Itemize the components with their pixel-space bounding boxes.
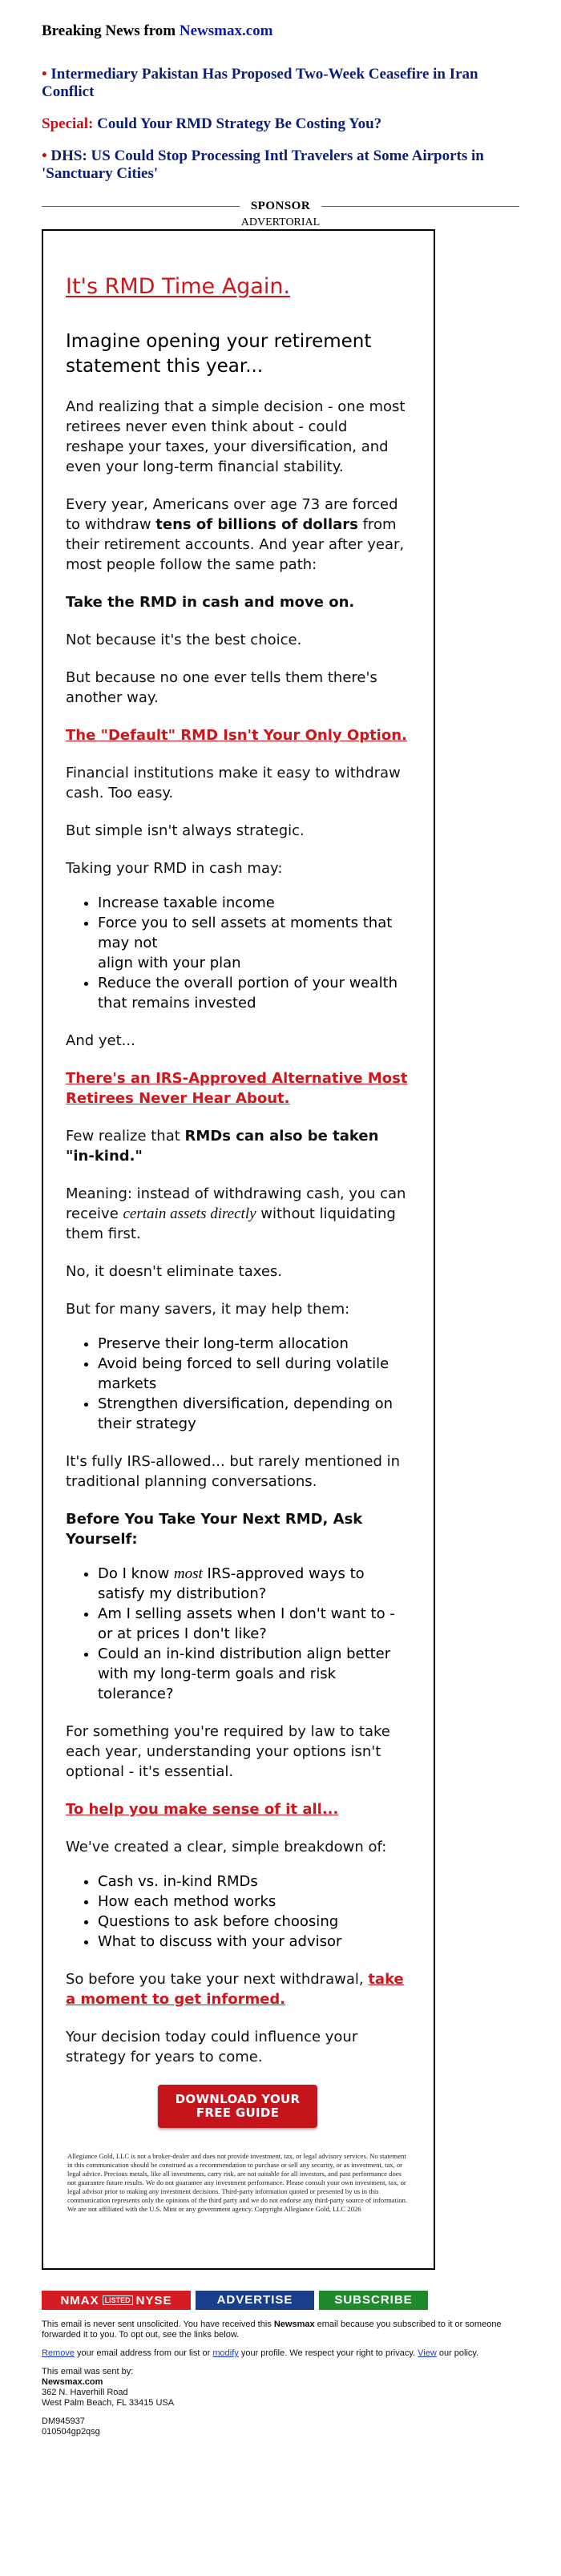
list-item: • Force you to sell assets at moments that may not align with your plan [98,913,410,973]
ad-bullet-list [66,893,410,1013]
ad-paragraph: Every year, Americans over age 73 are forced to withdraw tens of billions of dollars from their retirement accounts. And year after year, most people follow the same path: [66,496,405,573]
advertise-button[interactable]: ADVERTISE [196,2291,314,2310]
ad-red-heading-link[interactable]: The "Default" RMD Isn't Your Only Option. [66,727,407,744]
headline-bullet: • [42,66,47,83]
modify-link[interactable]: modify [212,2348,239,2358]
list-item: • What to discuss with your advisor [98,1932,410,1952]
list-item: • Questions to ask before choosing [98,1912,410,1932]
list-item: • Preserve their long-term allocation [98,1334,410,1354]
ad-red-heading-link[interactable]: There's an IRS-Approved Alternative Most Retirees Never Hear About. [66,1070,408,1107]
headline-2[interactable] [42,115,519,133]
ad-bullet-list [66,1334,410,1434]
divider-line [321,206,519,207]
view-policy-link[interactable]: View [418,2348,437,2358]
advertorial-label: ADVERTORIAL [240,216,321,228]
list-item: • Avoid being forced to sell during volatile markets [98,1354,410,1394]
ad-bold-statement: Before You Take Your Next RMD, Ask Yourself: [66,1511,363,1548]
list-item: • Cash vs. in-kind RMDs [98,1871,410,1892]
ad-paragraph: No, it doesn't eliminate taxes. [66,1263,282,1280]
ad-bullet-list [66,1564,410,1704]
headline-link[interactable]: DHS: US Could Stop Processing Intl Travelers at Some Airports in 'Sanctuary Cities' [42,147,484,182]
headline-3[interactable] [42,147,519,183]
ad-paragraph: Not because it's the best choice. [66,632,302,648]
divider-line [42,206,240,207]
header-brand[interactable]: Newsmax.com [179,22,273,39]
headline-1[interactable] [42,66,519,101]
sender-info: This email was sent by: Newsmax.com 362 N. Haverhill Road West Palm Beach, FL 33415 USA [42,2367,175,2408]
ad-paragraph: So before you take your next withdrawal, take a moment to get informed. [66,1971,404,2008]
advertorial-box[interactable] [42,229,435,2270]
ad-subtitle: Imagine opening your retirement statement this year... [66,331,372,377]
headline-special-label: Special: [42,115,94,132]
list-item: • Could an in-kind distribution align better with my long-term goals and risk tolerance? [98,1644,410,1704]
sponsor-divider [42,197,519,215]
footer-button-row [42,2291,519,2310]
ad-paragraph: Taking your RMD in cash may: [66,860,283,877]
ad-paragraph: And realizing that a simple decision - one most retirees never even think about - could reshape your taxes, your diversification, and even your long-term financial stability. [66,398,406,475]
headline-link[interactable]: Intermediary Pakistan Has Proposed Two-Week Ceasefire in Iran Conflict [42,66,478,100]
headline-link[interactable]: Could Your RMD Strategy Be Costing You? [97,115,382,132]
ad-paragraph: But simple isn't always strategic. [66,822,305,839]
ad-paragraph: Financial institutions make it easy to withdraw cash. Too easy. [66,765,401,801]
header-prefix: Breaking News from [42,22,180,39]
subscribe-button[interactable]: SUBSCRIBE [319,2291,428,2310]
list-item: • Strengthen diversification, depending on their strategy [98,1394,410,1434]
cta-wrap [66,2085,410,2128]
list-item: • Reduce the overall portion of your wealth that remains invested [98,973,410,1013]
headline-bullet: • [42,147,47,164]
legal-disclaimer: Allegiance Gold, LLC is not a broker-dealer and does not provide investment, tax, or legal advisory services. No statement in this communication should be construed as a recommendation to purchase or sell any security, or as investment, tax, or legal advice. Precious metals, like all investments, carry risk, are not suitable for all investors, and past performance does not guarantee future results. We do not guarantee any investment performance. Please consult your own investment, tax, or legal advisor prior to making any investment decisions. Third-party information quoted or presented by us in this communication represents only the opinions of the third party and we do not endorse any third-party source of information. We are not affiliated with the U.S. Mint or any government agency. Copyright Allegiance Gold, LLC 2026 [67,2152,408,2213]
ad-paragraph: For something you're required by law to take each year, understanding your options isn't optional - it's essential. [66,1723,390,1780]
header-title [42,22,519,40]
ad-paragraph: Few realize that RMDs can also be taken "in-kind." [66,1128,379,1165]
ad-paragraph: Your decision today could influence your strategy for years to come. [66,2029,358,2065]
ad-paragraph: And yet... [66,1032,135,1049]
list-item: • Do I know most IRS-approved ways to satisfy my distribution? [98,1564,410,1604]
get-informed-link[interactable]: take a moment to get informed. [66,1971,404,2008]
ad-title[interactable]: It's RMD Time Again. [66,274,291,299]
ad-paragraph: It's fully IRS-allowed... but rarely mentioned in traditional planning conversations. [66,1453,401,1490]
ad-paragraph: Meaning: instead of withdrawing cash, you can receive certain assets directly without liquidating them first. [66,1185,406,1242]
tracking-codes: DM945937 010504gp2qsg [42,2417,100,2437]
remove-link[interactable]: Remove [42,2348,75,2358]
ad-bold-statement: Take the RMD in cash and move on. [66,594,355,611]
list-item: • Am I selling assets when I don't want to - or at prices I don't like? [98,1604,410,1644]
nmax-nyse-button[interactable]: NMAX LISTED NYSE [42,2291,191,2310]
sponsor-label: SPONSOR [250,199,311,212]
list-item: • Increase taxable income [98,893,410,913]
ad-bullet-list [66,1871,410,1952]
email-footer [0,2270,561,2437]
footer-privacy: Remove your email address from our list or modify your profile. We respect your right to privacy. View our policy. [42,2348,479,2358]
ad-paragraph: But for many savers, it may help them: [66,1301,350,1318]
ad-paragraph: We've created a clear, simple breakdown of: [66,1839,387,1855]
footer-notice: This email is never sent unsolicited. You have received this Newsmax email because you subscribed to it or someone forwarded it to you. To opt out, see the links below. [42,2320,502,2340]
list-item: • How each method works [98,1892,410,1912]
newsletter-header [0,0,561,183]
ad-paragraph: But because no one ever tells them there's another way. [66,669,377,706]
download-guide-button[interactable]: DOWNLOAD YOUR FREE GUIDE [158,2085,318,2128]
ad-red-heading-link[interactable]: To help you make sense of it all... [66,1801,339,1818]
